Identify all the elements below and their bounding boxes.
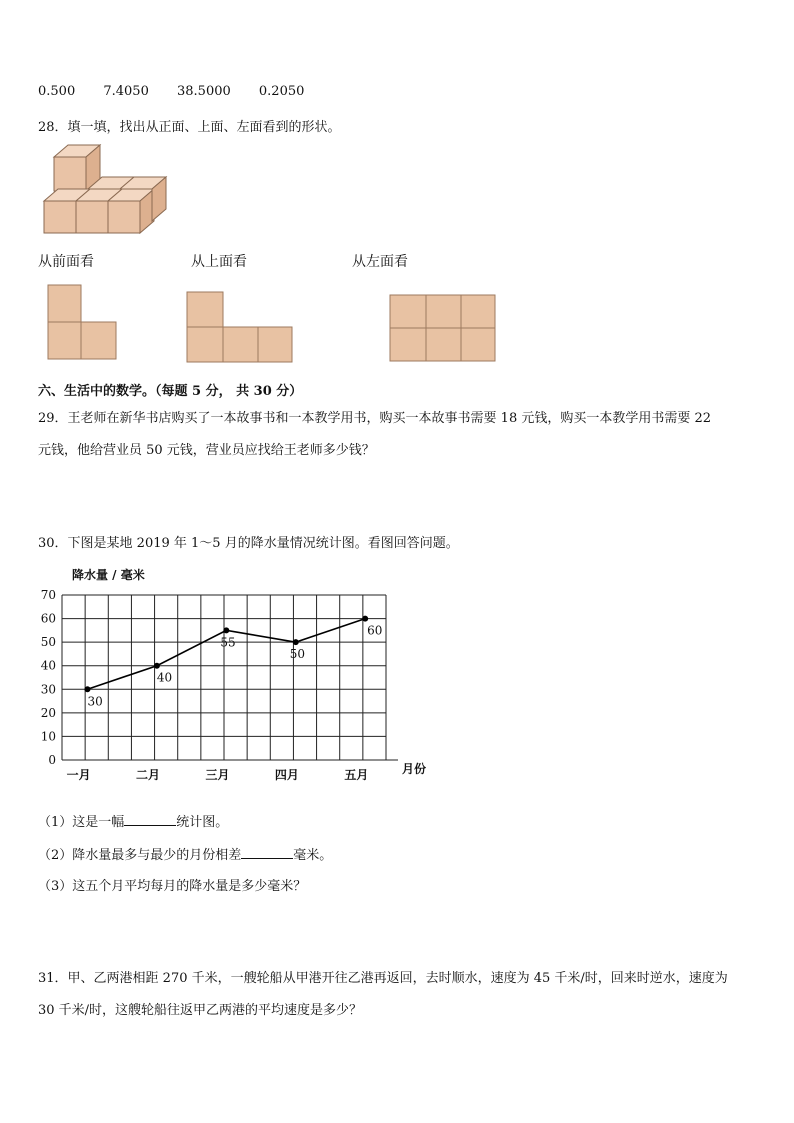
question-30-sub-2 (38, 844, 332, 863)
chart-data-point (293, 639, 299, 645)
answer-blank-2[interactable] (241, 846, 293, 859)
question-30-sub-2-end: 毫米。 (293, 848, 333, 863)
number-item: 38.5000 (177, 84, 231, 99)
rainfall-line-chart (40, 562, 440, 792)
chart-y-tick-label: 30 (40, 682, 56, 697)
front-view-shape (47, 284, 119, 362)
chart-y-tick-label: 40 (40, 658, 56, 673)
chart-x-tick-label: 三月 (205, 768, 230, 782)
question-30-sub-1-start: （1）这是一幅 (38, 815, 125, 830)
question-28-title: 28．填一填，找出从正面、上面、左面看到的形状。 (38, 120, 341, 135)
view-label-top: 从上面看 (191, 254, 247, 270)
chart-y-tick-label: 0 (48, 753, 56, 767)
section-6-title: 六、生活中的数学。（每题 5 分， 共 30 分） (38, 384, 303, 399)
chart-y-tick-label: 10 (40, 729, 56, 744)
chart-y-tick-label: 20 (40, 705, 56, 720)
chart-y-axis-label: 降水量 / 毫米 (72, 568, 145, 582)
cube-stack-figure (40, 143, 175, 235)
chart-data-label: 40 (156, 670, 173, 685)
chart-x-tick-label: 五月 (344, 768, 369, 782)
chart-x-tick-label: 二月 (136, 768, 161, 782)
chart-data-label: 60 (367, 623, 383, 638)
question-30-sub-2-start: （2）降水量最多与最少的月份相差 (38, 848, 242, 863)
chart-y-tick-label: 50 (40, 635, 56, 650)
chart-data-label: 30 (87, 694, 103, 709)
chart-x-tick-label: 四月 (274, 768, 299, 782)
number-item: 7.4050 (103, 84, 149, 99)
chart-data-label: 50 (289, 647, 306, 662)
left-view-shape (389, 294, 497, 364)
question-30-title: 30．下图是某地 2019 年 1～5 月的降水量情况统计图。看图回答问题。 (38, 536, 459, 551)
number-item: 0.500 (38, 84, 76, 99)
chart-data-point (154, 663, 160, 669)
question-30-sub-3: （3）这五个月平均每月的降水量是多少毫米？ (38, 879, 307, 894)
chart-y-tick-label: 70 (40, 588, 56, 602)
chart-data-label: 55 (220, 635, 236, 650)
chart-x-tick-label: 一月 (66, 768, 91, 782)
question-30-sub-1 (38, 811, 228, 830)
question-31-line-1: 31．甲、乙两港相距 270 千米，一艘轮船从甲港开往乙港再返回，去时顺水，速度为 45 千米/时，回来时逆水，速度为 (38, 971, 728, 986)
number-row (38, 84, 328, 99)
chart-data-point (362, 616, 368, 622)
question-29-line-2: 元钱，他给营业员 50 元钱，营业员应找给王老师多少钱？ (38, 443, 375, 458)
question-31-line-2: 30 千米/时，这艘轮船往返甲乙两港的平均速度是多少？ (38, 1003, 363, 1018)
number-item: 0.2050 (258, 84, 305, 99)
chart-x-axis-label: 月份 (402, 762, 427, 776)
chart-data-point (84, 686, 90, 692)
answer-blank-1[interactable] (124, 813, 176, 826)
view-label-left: 从左面看 (352, 254, 408, 270)
top-view-shape (186, 291, 294, 365)
chart-y-tick-label: 60 (40, 611, 56, 626)
question-29-line-1: 29．王老师在新华书店购买了一本故事书和一本教学用书，购买一本故事书需要 18 元钱，购买一本教学用书需要 22 (38, 411, 712, 426)
chart-data-point (223, 627, 229, 633)
view-label-front: 从前面看 (38, 254, 94, 270)
question-30-sub-1-end: 统计图。 (176, 815, 229, 830)
